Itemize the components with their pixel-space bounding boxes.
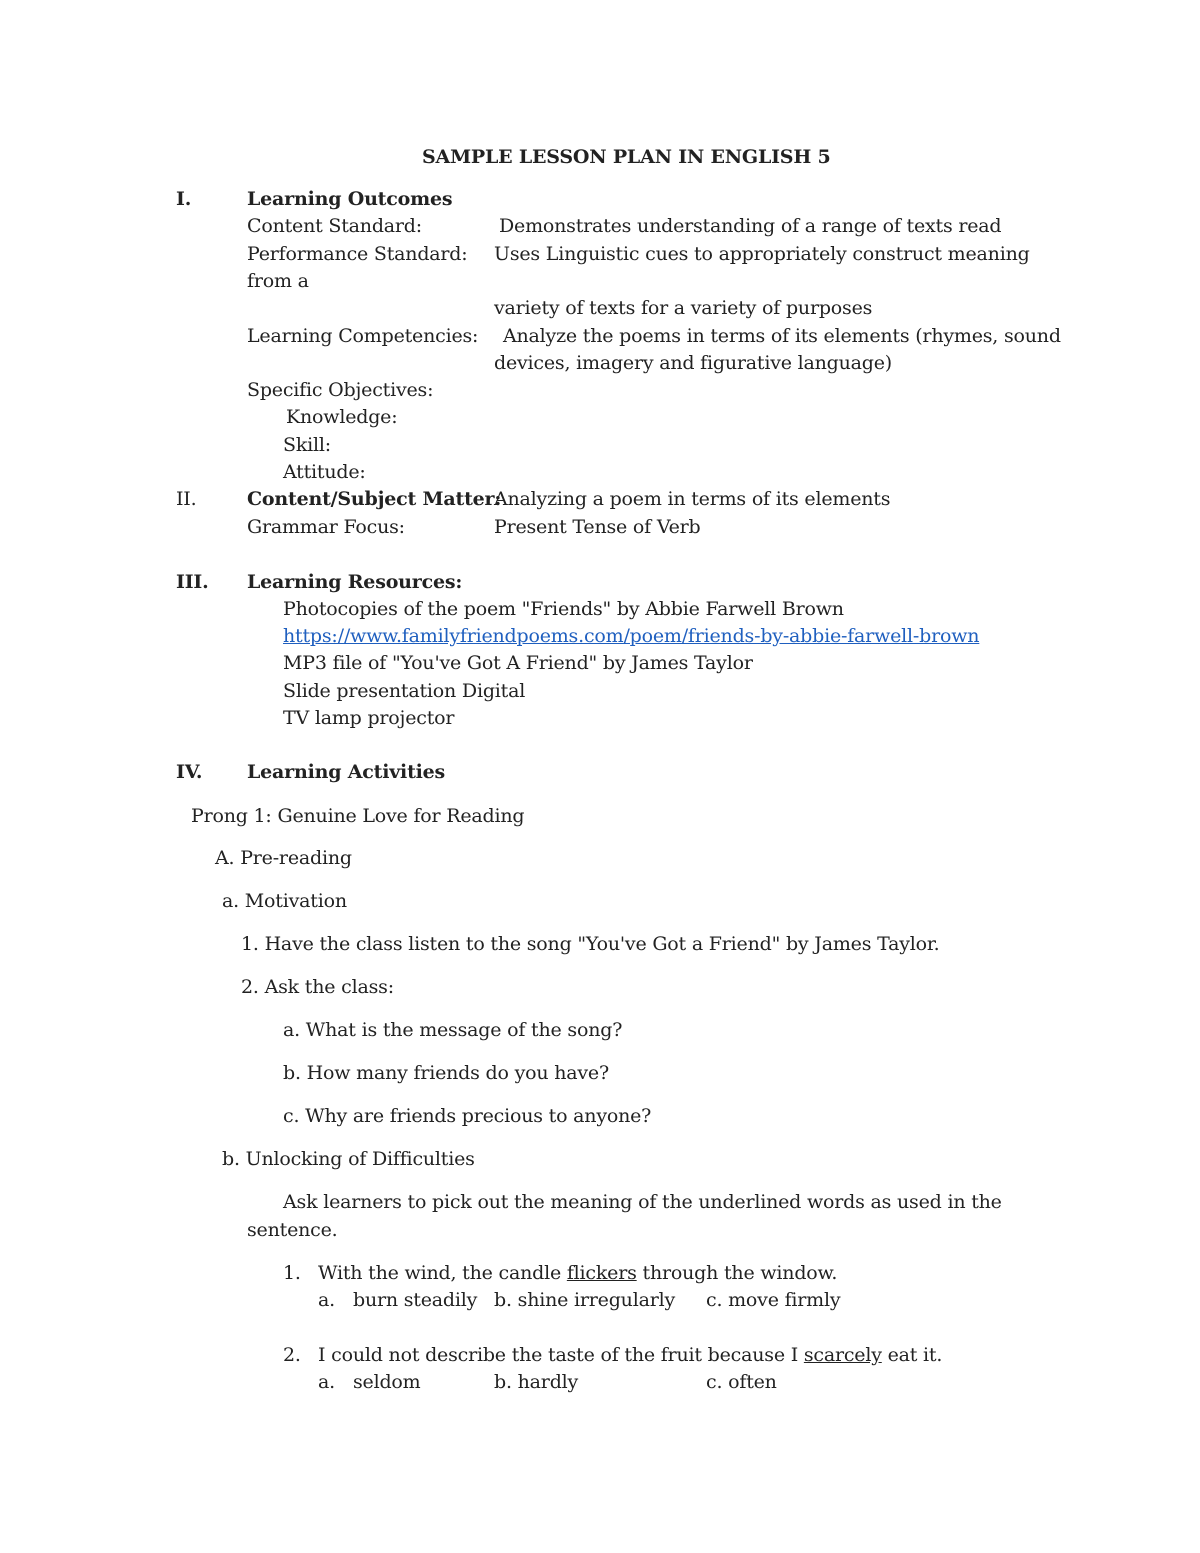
prong-heading: Prong 1: Genuine Love for Reading [191,805,525,827]
grammar-label: Grammar Focus: [247,516,405,538]
option-a: burn steadily [353,1289,478,1311]
competencies-label: Learning Competencies: [247,325,479,347]
grammar-value: Present Tense of Verb [494,516,701,538]
pre-reading-heading: A. Pre-reading [215,847,352,869]
section-2-numeral: II. [176,488,197,510]
performance-standard-value-line2: from a [247,270,309,292]
resource-item: TV lamp projector [283,707,455,729]
underlined-word: scarcely [803,1344,882,1366]
competencies-value-line1: Analyze the poems in terms of its elements (rhymes, sound [503,325,1061,347]
option-b: b. hardly [494,1371,579,1393]
vocab-item-1-sentence [318,1261,837,1285]
question-item: c. Why are friends precious to anyone? [283,1105,652,1127]
objectives-label: Specific Objectives: [247,379,434,401]
option-b: b. shine irregularly [494,1289,676,1311]
motivation-step-1: 1. Have the class listen to the song "You've Got a Friend" by James Taylor. [241,933,940,955]
section-1-heading: Learning Outcomes [247,188,453,210]
competencies-value-line2: devices, imagery and figurative language) [494,352,893,374]
sentence-part: through the window. [636,1262,838,1284]
section-2-heading-value: Analyzing a poem in terms of its elements [494,488,891,510]
vocab-item-1-number: 1. [283,1262,301,1284]
section-2-heading: Content/Subject Matter: [247,488,502,510]
option-letter: a. [318,1371,335,1393]
page-title: SAMPLE LESSON PLAN IN ENGLISH 5 [422,146,831,168]
knowledge-label: Knowledge: [286,406,398,428]
unlocking-heading: b. Unlocking of Difficulties [222,1148,475,1170]
instruction-line2: sentence. [247,1219,338,1241]
resource-item: MP3 file of "You've Got A Friend" by James Taylor [283,652,753,674]
section-3-numeral: III. [176,571,209,593]
option-letter: a. [318,1289,335,1311]
section-4-heading: Learning Activities [247,761,446,783]
resource-link[interactable]: https://www.familyfriendpoems.com/poem/friends-by-abbie-farwell-brown [283,625,980,647]
option-c: c. often [706,1371,777,1393]
option-c: c. move firmly [706,1289,841,1311]
sentence-part: With the wind, the candle [318,1262,567,1284]
performance-standard-label: Performance Standard: [247,243,468,265]
question-item: a. What is the message of the song? [283,1019,623,1041]
skill-label: Skill: [283,434,331,456]
question-item: b. How many friends do you have? [283,1062,609,1084]
option-a: seldom [353,1371,421,1393]
instruction-line1: Ask learners to pick out the meaning of the underlined words as used in the [283,1191,1002,1213]
resource-item: Slide presentation Digital [283,680,526,702]
underlined-word: flickers [566,1262,637,1284]
sentence-part: eat it. [881,1344,943,1366]
motivation-step-2: 2. Ask the class: [241,976,394,998]
vocab-item-2-number: 2. [283,1344,301,1366]
vocab-item-2-sentence [318,1343,942,1367]
section-1-numeral: I. [176,188,192,210]
attitude-label: Attitude: [283,461,366,483]
section-4-numeral: IV. [176,761,203,783]
section-3-heading: Learning Resources: [247,571,463,593]
performance-standard-value-line1: Uses Linguistic cues to appropriately construct meaning [494,243,1030,265]
sentence-part: I could not describe the taste of the fruit because I [318,1344,804,1366]
resource-item: Photocopies of the poem "Friends" by Abbie Farwell Brown [283,598,844,620]
motivation-heading: a. Motivation [222,890,347,912]
content-standard-value: Demonstrates understanding of a range of texts read [499,215,1002,237]
content-standard-label: Content Standard: [247,215,422,237]
performance-standard-value-line3: variety of texts for a variety of purposes [494,297,873,319]
